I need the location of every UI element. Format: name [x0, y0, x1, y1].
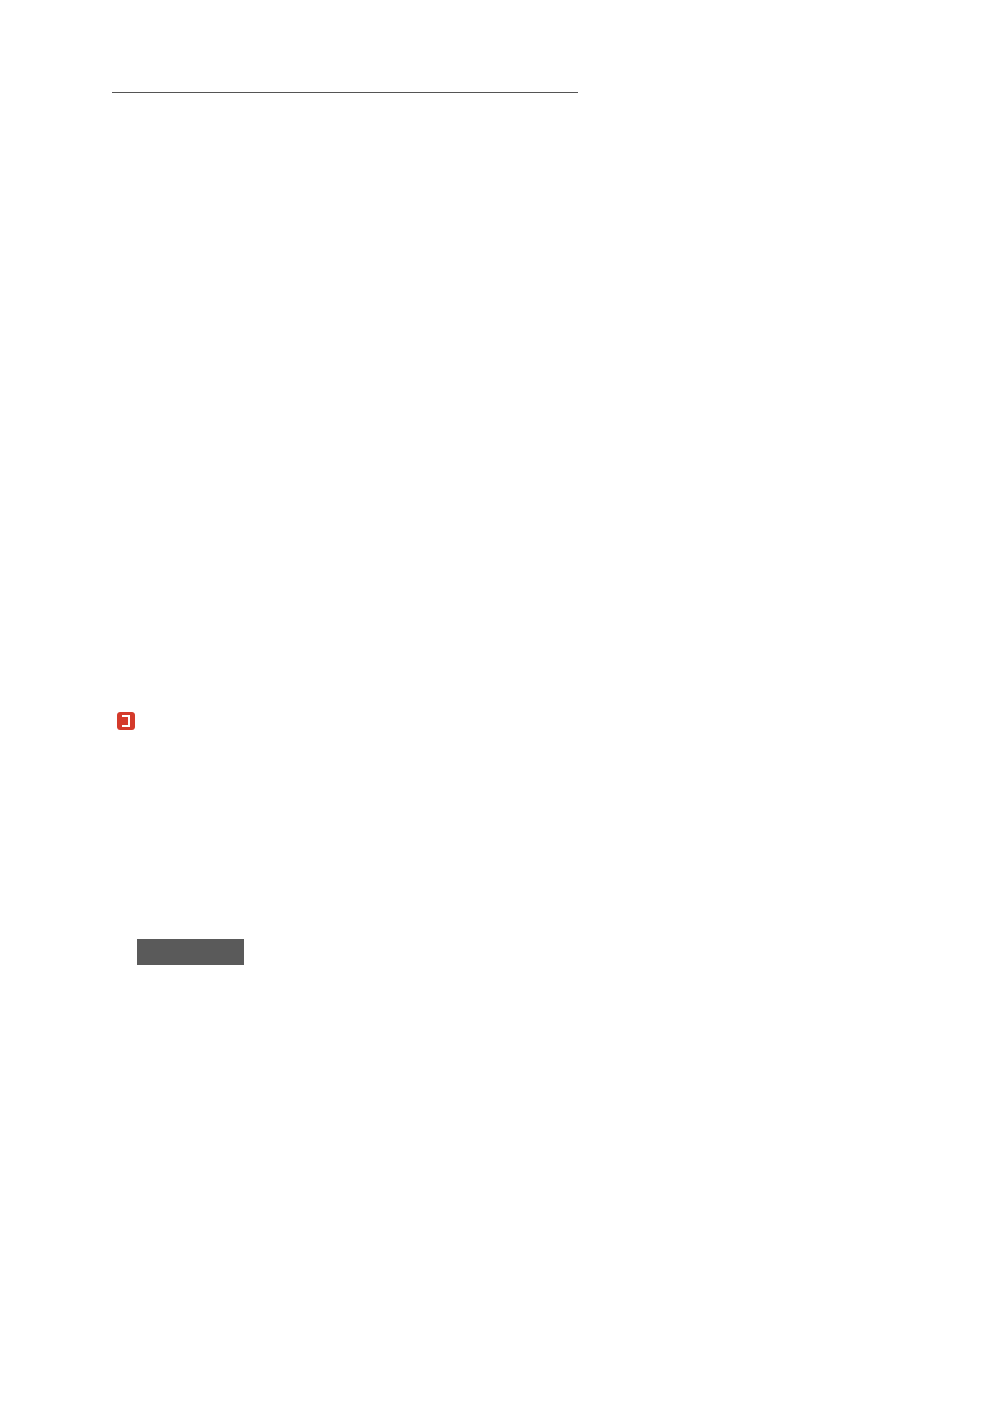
- exit-icon: [117, 712, 135, 730]
- header-divider: [112, 92, 578, 93]
- curve-charts: [0, 850, 992, 1110]
- exit-instruction: [113, 712, 883, 732]
